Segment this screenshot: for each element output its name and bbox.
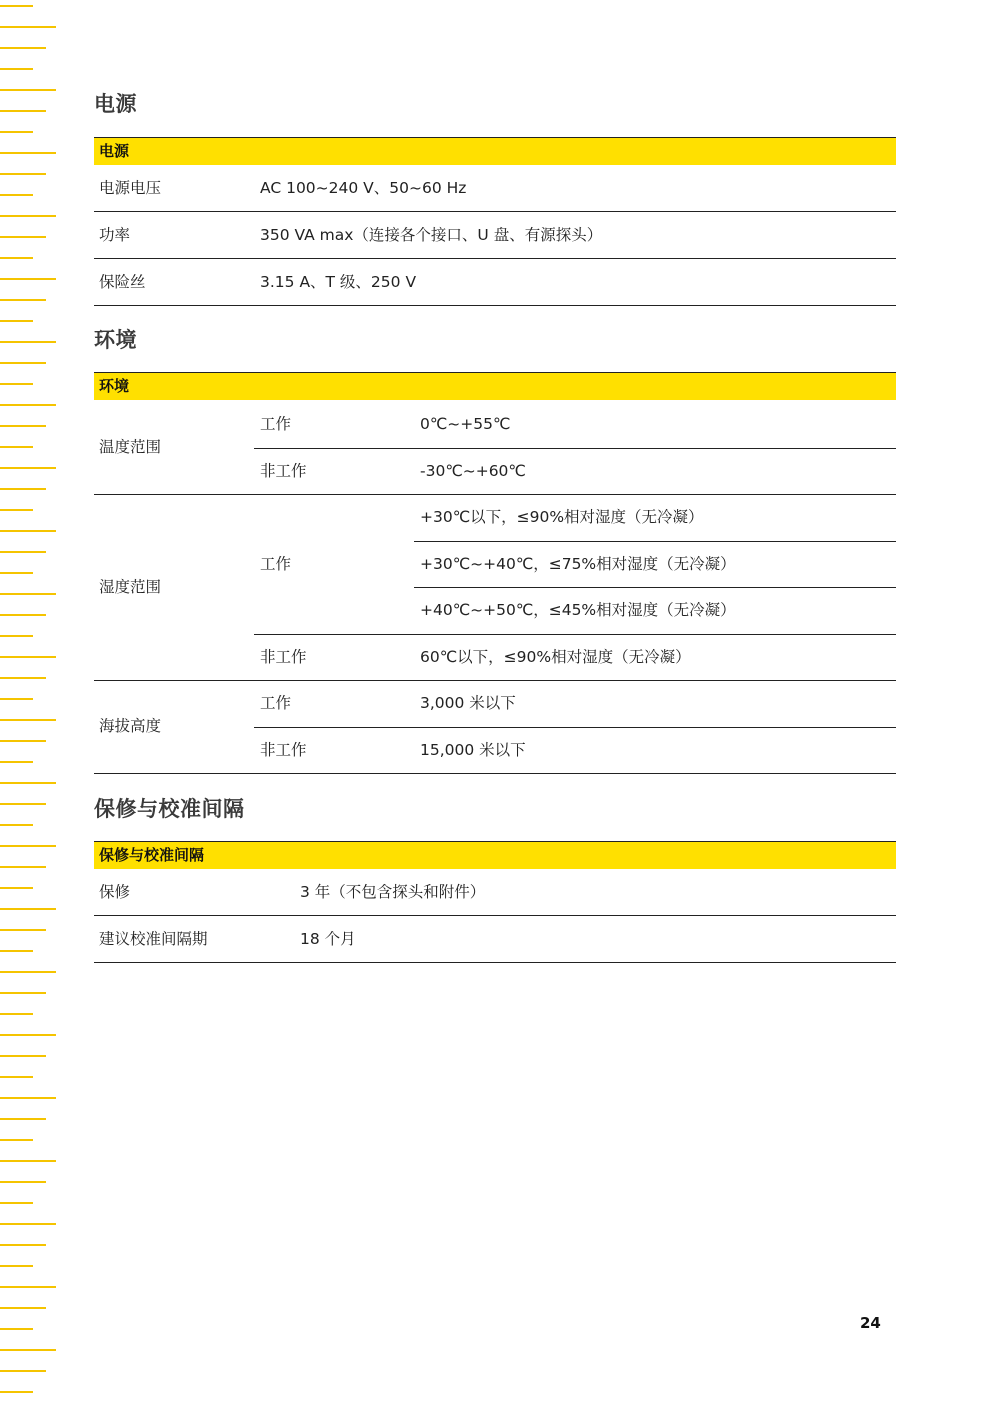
- margin-stripe: [0, 719, 56, 721]
- power-section-title: 电源: [94, 92, 137, 116]
- row-label: 功率: [99, 226, 131, 244]
- margin-stripe: [0, 1139, 33, 1141]
- margin-stripe: [0, 530, 56, 532]
- margin-stripe: [0, 992, 46, 994]
- margin-stripe: [0, 698, 33, 700]
- margin-stripe: [0, 1076, 33, 1078]
- margin-stripe: [0, 362, 46, 364]
- temperature-operating-value: 0℃~+55℃: [420, 415, 511, 433]
- margin-stripe: [0, 509, 33, 511]
- row-value: 18 个月: [300, 930, 356, 948]
- row-label: 保险丝: [99, 273, 146, 291]
- margin-stripe: [0, 110, 46, 112]
- margin-stripe: [0, 425, 46, 427]
- margin-stripe: [0, 488, 46, 490]
- humidity-operating-value: +30℃以下，≤90%相对湿度（无冷凝）: [420, 508, 704, 526]
- margin-stripe: [0, 1181, 46, 1183]
- margin-stripe: [0, 950, 33, 952]
- margin-stripe: [0, 677, 46, 679]
- humidity-operating-value: +40℃~+50℃，≤45%相对湿度（无冷凝）: [420, 601, 736, 619]
- margin-stripe: [0, 5, 33, 7]
- table-row: [94, 869, 896, 916]
- margin-stripe: [0, 68, 33, 70]
- margin-stripe: [0, 845, 56, 847]
- margin-stripe: [0, 614, 46, 616]
- margin-stripe: [0, 467, 56, 469]
- margin-stripe: [0, 635, 33, 637]
- margin-stripe: [0, 593, 56, 595]
- margin-stripe: [0, 1370, 46, 1372]
- margin-stripe: [0, 341, 56, 343]
- row-label: 电源电压: [99, 179, 162, 197]
- margin-stripe: [0, 299, 46, 301]
- margin-stripe: [0, 824, 33, 826]
- margin-stripe: [0, 656, 56, 658]
- altitude-operating-label: 工作: [260, 694, 292, 712]
- margin-stripe: [0, 404, 56, 406]
- power-table: [94, 137, 896, 306]
- margin-stripe: [0, 866, 46, 868]
- margin-stripe: [0, 26, 56, 28]
- warranty-table: [94, 841, 896, 963]
- margin-stripe: [0, 782, 56, 784]
- temperature-nonoperating-label: 非工作: [260, 462, 307, 480]
- humidity-operating-value: +30℃~+40℃，≤75%相对湿度（无冷凝）: [420, 555, 736, 573]
- warranty-section-title: 保修与校准间隔: [94, 797, 245, 821]
- temperature-label: 温度范围: [99, 438, 162, 456]
- row-value: AC 100~240 V、50~60 Hz: [260, 179, 467, 197]
- row-label: 保修: [99, 883, 131, 901]
- margin-stripe: [0, 1013, 33, 1015]
- environment-table: [94, 372, 896, 776]
- margin-stripe: [0, 971, 56, 973]
- margin-stripe: [0, 740, 46, 742]
- margin-stripe: [0, 446, 33, 448]
- margin-stripe: [0, 1055, 46, 1057]
- margin-stripe: [0, 803, 46, 805]
- humidity-nonoperating-label: 非工作: [260, 648, 307, 666]
- table-row: [94, 916, 896, 963]
- margin-stripe: [0, 1223, 56, 1225]
- margin-stripe: [0, 551, 46, 553]
- temperature-operating-label: 工作: [260, 415, 292, 433]
- humidity-nonoperating-value: 60℃以下，≤90%相对湿度（无冷凝）: [420, 648, 691, 666]
- margin-stripe: [0, 194, 33, 196]
- margin-stripe: [0, 572, 33, 574]
- altitude-nonoperating-value: 15,000 米以下: [420, 741, 526, 759]
- table-row: [94, 165, 896, 212]
- margin-stripe: [0, 152, 56, 154]
- warranty-table-header: 保修与校准间隔: [94, 841, 896, 869]
- margin-stripe: [0, 1265, 33, 1267]
- altitude-nonoperating-label: 非工作: [260, 741, 307, 759]
- temperature-nonoperating-value: -30℃~+60℃: [420, 462, 526, 480]
- margin-stripe: [0, 383, 33, 385]
- altitude-operating-value: 3,000 米以下: [420, 694, 516, 712]
- divider: [254, 727, 896, 728]
- humidity-label: 湿度范围: [99, 578, 162, 596]
- row-value: 3.15 A、T 级、250 V: [260, 273, 417, 291]
- margin-stripe: [0, 761, 33, 763]
- table-row: [94, 259, 896, 306]
- margin-stripe: [0, 1328, 33, 1330]
- margin-stripe: [0, 1391, 33, 1393]
- margin-stripe: [0, 89, 56, 91]
- power-table-header: 电源: [94, 137, 896, 165]
- margin-stripe: [0, 1202, 33, 1204]
- margin-stripe: [0, 1286, 56, 1288]
- margin-stripe: [0, 131, 33, 133]
- margin-stripes: [0, 0, 60, 1401]
- margin-stripe: [0, 1118, 46, 1120]
- environment-section-title: 环境: [94, 328, 137, 352]
- margin-stripe: [0, 1349, 56, 1351]
- margin-stripe: [0, 887, 33, 889]
- margin-stripe: [0, 929, 46, 931]
- divider: [254, 448, 896, 449]
- divider: [94, 773, 896, 774]
- margin-stripe: [0, 320, 33, 322]
- altitude-label: 海拔高度: [99, 717, 162, 735]
- margin-stripe: [0, 215, 56, 217]
- margin-stripe: [0, 257, 33, 259]
- row-value: 350 VA max（连接各个接口、U 盘、有源探头）: [260, 226, 603, 244]
- humidity-operating-label: 工作: [260, 555, 292, 573]
- row-label: 建议校准间隔期: [99, 930, 208, 948]
- margin-stripe: [0, 908, 56, 910]
- margin-stripe: [0, 278, 56, 280]
- table-row: [94, 212, 896, 259]
- margin-stripe: [0, 47, 46, 49]
- margin-stripe: [0, 1244, 46, 1246]
- margin-stripe: [0, 173, 46, 175]
- page-number: 24: [860, 1314, 881, 1332]
- margin-stripe: [0, 1160, 56, 1162]
- margin-stripe: [0, 1307, 46, 1309]
- margin-stripe: [0, 1034, 56, 1036]
- environment-table-header: 环境: [94, 372, 896, 400]
- row-value: 3 年（不包含探头和附件）: [300, 883, 486, 901]
- margin-stripe: [0, 236, 46, 238]
- margin-stripe: [0, 1097, 56, 1099]
